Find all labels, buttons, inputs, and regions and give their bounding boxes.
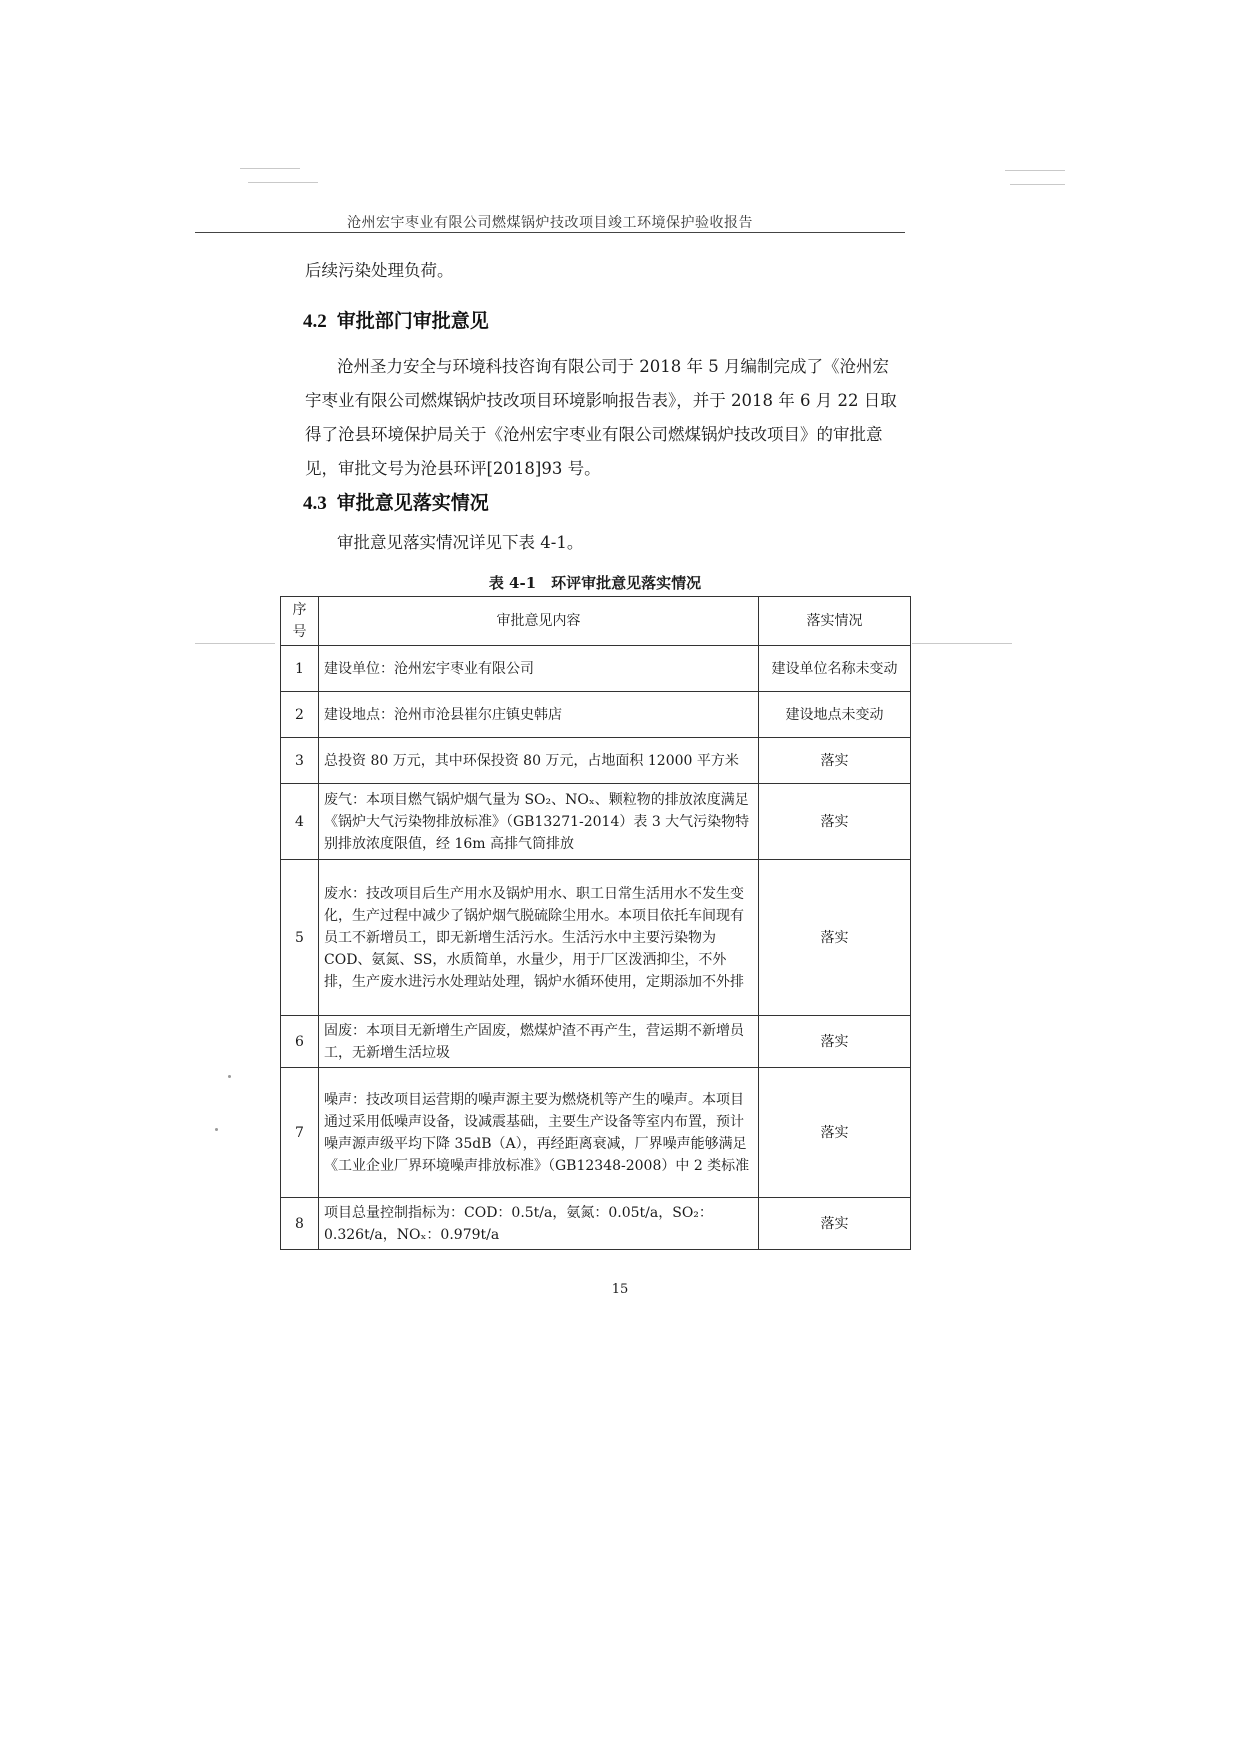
- section-number: 4.3: [303, 493, 327, 514]
- section-number: 4.2: [303, 311, 327, 332]
- scan-artifact-dot: [215, 1128, 218, 1131]
- table-caption: 表 4-1 环评审批意见落实情况: [488, 574, 702, 592]
- table-row: [281, 738, 911, 784]
- row-content: 固废：本项目无新增生产固废，燃煤炉渣不再产生，营运期不新增员工，无新增生活垃圾: [319, 1016, 759, 1068]
- header-rule: [195, 232, 905, 233]
- paragraph-line: 宇枣业有限公司燃煤锅炉技改项目环境影响报告表》，并于 2018 年 6 月 22 日取: [305, 391, 897, 410]
- paragraph-line: 见，审批文号为沧县环评[2018]93 号。: [305, 459, 601, 478]
- row-no: 2: [281, 692, 319, 738]
- table-row: [281, 1198, 911, 1250]
- row-content: 项目总量控制指标为：COD：0.5t/a，氨氮：0.05t/a，SO₂：0.326t/a，NOₓ：0.979t/a: [319, 1198, 759, 1250]
- row-no: 1: [281, 646, 319, 692]
- table-row: [281, 784, 911, 860]
- row-no: 5: [281, 860, 319, 1016]
- paragraph-line: 沧州圣力安全与环境科技咨询有限公司于 2018 年 5 月编制完成了《沧州宏: [337, 357, 889, 376]
- column-header-result: 落实情况: [759, 597, 911, 646]
- row-result: 建设单位名称未变动: [759, 646, 911, 692]
- row-result: 落实: [759, 860, 911, 1016]
- row-result: 建设地点未变动: [759, 692, 911, 738]
- row-no: 7: [281, 1068, 319, 1198]
- row-content: 废水：技改项目后生产用水及锅炉用水、职工日常生活用水不发生变化，生产过程中减少了锅炉烟气脱硫除尘用水。本项目依托车间现有员工不新增员工，即无新增生活污水。生活污水中主要污染物为 COD、氨氮、SS，水质简单，水量少，用于厂区泼洒抑尘，不外排，生产废水进污水处理站处理，锅炉水循环使用，定期添加不外排: [319, 860, 759, 1016]
- row-no: 3: [281, 738, 319, 784]
- section-4-3-paragraph: 审批意见落实情况详见下表 4-1。: [337, 533, 584, 552]
- column-header-no: 序号: [281, 597, 319, 646]
- row-no: 8: [281, 1198, 319, 1250]
- scan-artifact-line: [1005, 170, 1065, 171]
- table-row: [281, 1016, 911, 1068]
- section-4-2-paragraph: [305, 350, 925, 486]
- section-heading-4-3: [303, 488, 489, 515]
- row-result: 落实: [759, 1068, 911, 1198]
- row-result: 落实: [759, 1198, 911, 1250]
- scan-artifact-line: [195, 643, 275, 644]
- row-result: 落实: [759, 738, 911, 784]
- approval-table: [280, 596, 911, 1250]
- row-no: 4: [281, 784, 319, 860]
- table-row: [281, 692, 911, 738]
- table-row: [281, 646, 911, 692]
- table-row: [281, 860, 911, 1016]
- row-content: 废气：本项目燃气锅炉烟气量为 SO₂、NOₓ、颗粒物的排放浓度满足《锅炉大气污染物排放标准》（GB13271-2014）表 3 大气污染物特别排放浓度限值，经 16m 高排气筒排放: [319, 784, 759, 860]
- page-number: 15: [611, 1282, 629, 1297]
- paragraph-line: 得了沧县环境保护局关于《沧州宏宇枣业有限公司燃煤锅炉技改项目》的审批意: [305, 425, 883, 444]
- section-title: 审批意见落实情况: [336, 492, 489, 514]
- row-no: 6: [281, 1016, 319, 1068]
- section-title: 审批部门审批意见: [336, 310, 489, 332]
- row-result: 落实: [759, 1016, 911, 1068]
- intro-text: 后续污染处理负荷。: [305, 261, 454, 280]
- row-content: 噪声：技改项目运营期的噪声源主要为燃烧机等产生的噪声。本项目通过采用低噪声设备，设减震基础，主要生产设备等室内布置，预计噪声源声级平均下降 35dB（A），再经距离衰减，厂界噪声能够满足《工业企业厂界环境噪声排放标准》（GB12348-2008）中 2 类标准: [319, 1068, 759, 1198]
- scan-artifact-line: [240, 168, 300, 169]
- scan-artifact-dot: [228, 1075, 231, 1078]
- row-content: 总投资 80 万元，其中环保投资 80 万元，占地面积 12000 平方米: [319, 738, 759, 784]
- scan-artifact-line: [912, 643, 1012, 644]
- running-header: 沧州宏宇枣业有限公司燃煤锅炉技改项目竣工环境保护验收报告: [347, 215, 753, 231]
- row-content: 建设单位：沧州宏宇枣业有限公司: [319, 646, 759, 692]
- section-heading-4-2: [303, 306, 489, 333]
- row-content: 建设地点：沧州市沧县崔尔庄镇史韩店: [319, 692, 759, 738]
- row-result: 落实: [759, 784, 911, 860]
- scan-artifact-line: [1010, 184, 1065, 185]
- scan-artifact-line: [248, 182, 318, 183]
- column-header-content: 审批意见内容: [319, 597, 759, 646]
- table-header-row: [281, 597, 911, 646]
- table-row: [281, 1068, 911, 1198]
